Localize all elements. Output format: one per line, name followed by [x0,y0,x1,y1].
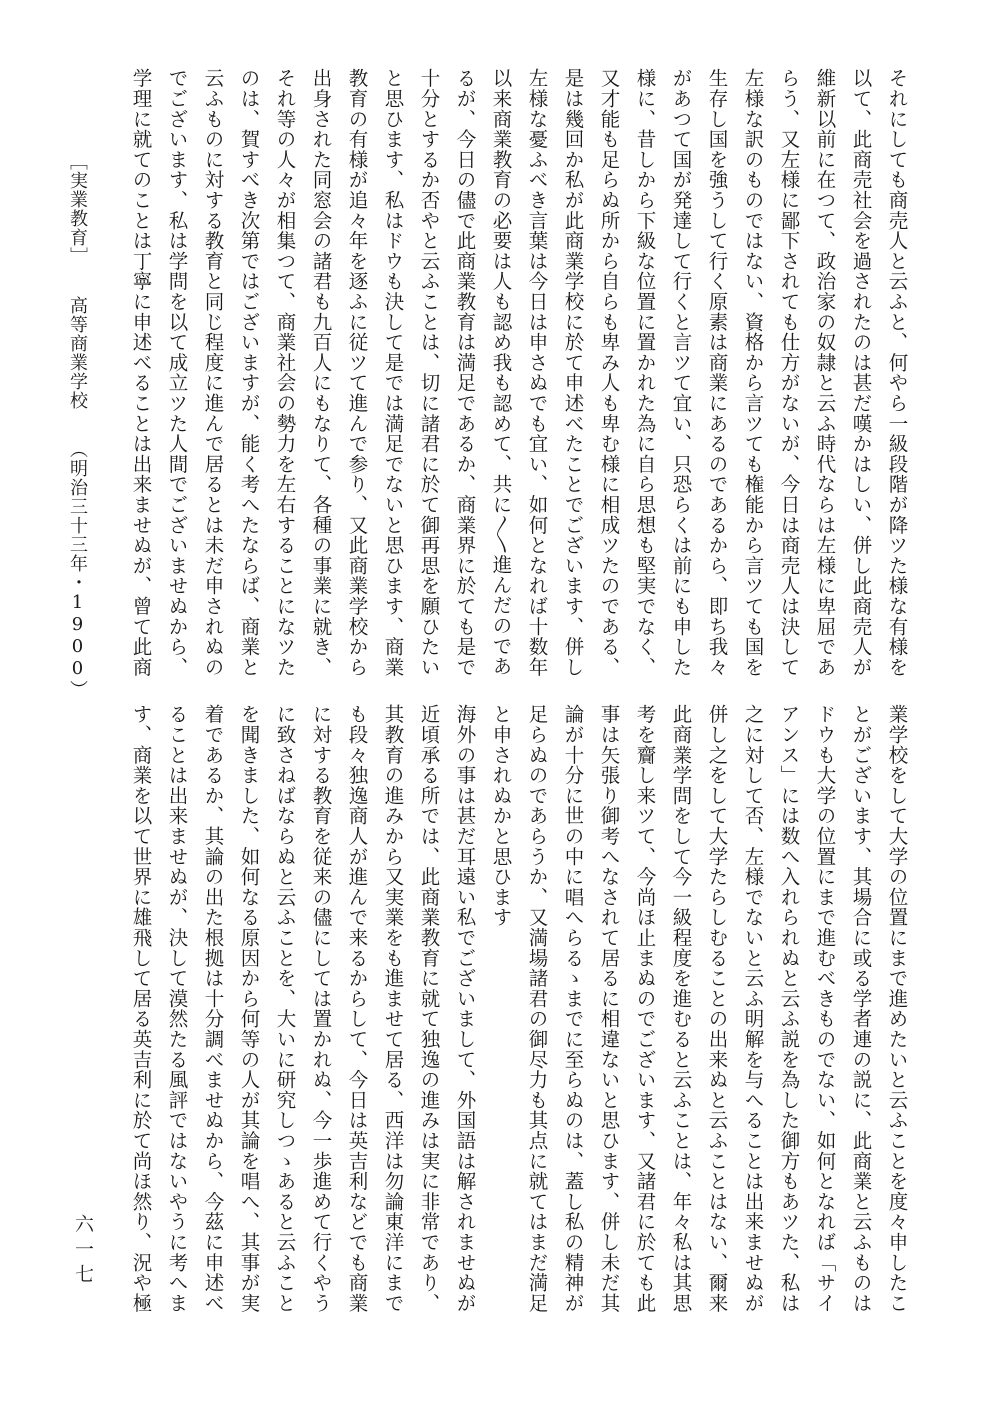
text-column: 以来商業教育の必要は人も認め我も認めて、共に〳〵進んだのであ [489,68,513,677]
text-column: のは、賀すべき次第ではございますが、能く考へたならば、商業と [237,68,261,677]
text-column: 左様な憂ふべき言葉は今日は申さぬでも宜い、如何となれば十数年 [525,68,549,677]
text-column: 近頃承る所では、此商業教育に就て独逸の進みは実に非常であり、 [417,704,441,1313]
text-column: るが、今日の儘で此商業教育は満足であるか、商業界に於ても是で [453,68,477,677]
text-column: ることは出来ませぬが、決して漠然たる風評ではないやうに考へま [165,704,189,1313]
text-column: 維新以前に在つて、政治家の奴隷と云ふ時代ならは左様に卑屈であ [813,68,837,677]
text-column: 論が十分に世の中に唱へらるゝまでに至らぬのは、蓋し私の精神が [561,704,585,1313]
journal-title: ［実業教育］ [67,152,88,266]
text-column: と申されぬかと思ひます [489,704,513,928]
text-column: があつて国が発達して行くと言ツて宜い、只恐らくは前にも申した [669,68,693,677]
text-column: 学理に就てのことは丁寧に申述べることは出来ませぬが、曾て此商 [129,68,153,677]
text-column: 着であるか、其論の出た根拠は十分調べませぬから、今茲に申述べ [201,704,225,1313]
text-column: 此商業学問をして今一級程度を進むると云ふことは、年々私は其思 [669,704,693,1313]
text-column: 十分とするか否やと云ふことは、切に諸君に於て御再思を願ひたい [417,68,441,677]
text-column: 出身された同窓会の諸君も九百人にもなりて、各種の事業に就き、 [309,68,333,677]
school-name: 高等商業学校 [67,296,88,410]
text-column: 左様な訳のものではない、資格から言ツても権能から言ツても国を [741,68,765,677]
text-column: す、商業を以て世界に雄飛して居る英吉利に於て尚ほ然り、況や極 [129,704,153,1313]
text-column: 生存し国を強うして行く原素は商業にあるのであるから、即ち我々 [705,68,729,677]
text-column: 之に対して否、左様でないと云ふ明解を与へることは出来ませぬが [741,704,765,1313]
text-column: と思ひます、私はドウも決して是では満足でないと思ひます、商業 [381,68,405,677]
text-column: 是は幾回か私が此商業学校に於て申述べたことでございます、併し [561,68,585,677]
text-column: ドウも大学の位置にまで進むべきものでない、如何となれば「サイ [813,704,837,1313]
text-column: 足らぬのであらうか、又満場諸君の御尽力も其点に就てはまだ満足 [525,704,549,1313]
publication-date: （明治三十三年・1900） [67,440,88,699]
text-column: とがございます、其場合に或る学者連の説に、此商業と云ふものは [849,704,873,1313]
text-column: アンス」には数へ入れられぬと云ふ説を為した御方もあツた、私は [777,704,801,1313]
text-column: それにしても商売人と云ふと、何やら一級段階が降ツた様な有様を [885,68,909,677]
text-column: に対する教育を従来の儘にしては置かれぬ、今一歩進めて行くやう [309,704,333,1313]
text-column: 其教育の進みから又実業をも進ませて居る、西洋は勿論東洋にまで [381,704,405,1313]
text-column: 事は矢張り御考へなされて居るに相違ないと思ひます、併し未だ其 [597,704,621,1313]
text-column: 教育の有様が追々年を逐ふに従ツて進んで参り、又此商業学校から [345,68,369,677]
page-number: 六一七 [72,1214,94,1289]
text-column: 云ふものに対する教育と同じ程度に進んで居るとは未だ申されぬの [201,68,225,677]
text-column: 海外の事は甚だ耳遠い私でございまして、外国語は解されませぬが [453,704,477,1313]
text-column: 併し之をして大学たらしむることの出来ぬと云ふことはない、爾来 [705,704,729,1313]
text-column: 又才能も足らぬ所から自らも卑み人も卑む様に相成ツたのである、 [597,68,621,677]
text-column: も段々独逸商人が進んで来るからして、今日は英吉利などでも商業 [345,704,369,1313]
text-column: 業学校をして大学の位置にまで進めたいと云ふことを度々申したこ [885,704,909,1313]
text-column: 様に、昔しから下級な位置に置かれた為に自ら思想も堅実でなく、 [633,68,657,677]
text-column: 考を齎し来ツて、今尚ほ止まぬのでございます、又諸君に於ても此 [633,704,657,1313]
running-header [68,152,86,699]
text-column: を聞きました、如何なる原因から何等の人が其論を唱へ、其事が実 [237,704,261,1313]
text-column: 以て、此商売社会を過されたのは甚だ嘆かはしい、併し此商売人が [849,68,873,677]
text-column: それ等の人々が相集つて、商業社会の勢力を左右することになツた [273,68,297,677]
text-column: に致さねばならぬと云ふことを、大いに研究しつゝあると云ふこと [273,704,297,1313]
text-column: らう、又左様に鄙下されても仕方がないが、今日は商売人は決して [777,68,801,677]
text-column: でございます、私は学問を以て成立ツた人間でございませぬから、 [165,68,189,677]
